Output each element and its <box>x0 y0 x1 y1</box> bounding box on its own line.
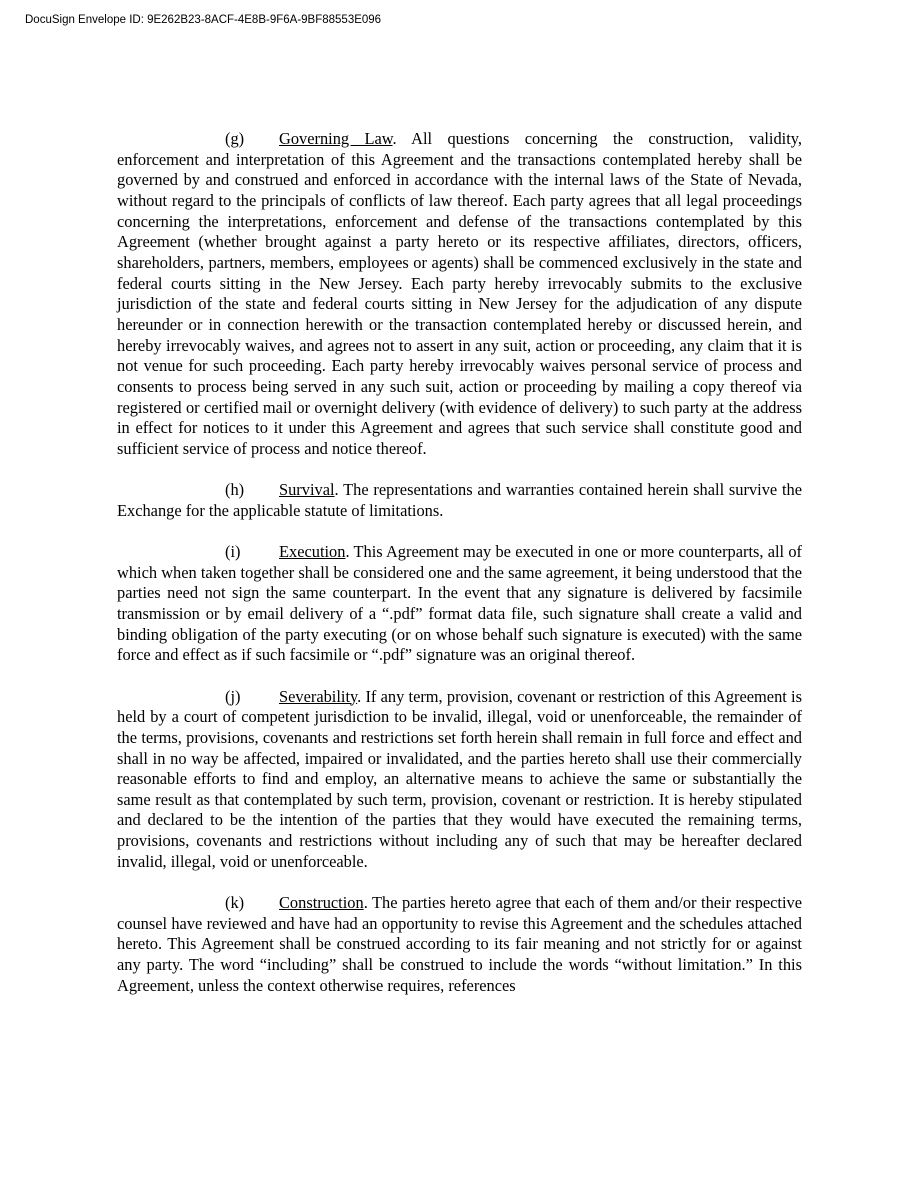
section-text: . All questions concerning the construction, validity, enforcement and interpretation of this Agreement and the transactions contemplated hereby shall be governed by and construed and enforced in accordance with the internal laws of the State of Nevada, without regard to the principals of conflicts of law thereof. Each party agrees that all legal proceedings concerning the interpretations, enforcement and defense of the transactions contemplated by this Agreement (whether brought against a party hereto or its respective affiliates, directors, officers, shareholders, partners, members, employees or agents) shall be commenced exclusively in the state and federal courts sitting in the New Jersey. Each party hereby irrevocably submits to the exclusive jurisdiction of the state and federal courts sitting in New Jersey for the adjudication of any dispute hereunder or in connection herewith or the transaction contemplated hereby or discussed herein, and hereby irrevocably waives, and agrees not to assert in any suit, action or proceeding, any claim that it is not venue for such proceeding. Each party hereby irrevocably waives personal service of process and consents to process being served in any such suit, action or proceeding by mailing a copy thereof via registered or certified mail or overnight delivery (with evidence of delivery) to such party at the address in effect for notices to it under this Agreement and agrees that such service shall constitute good and sufficient service of process and notice thereof. <box>117 129 802 458</box>
section-heading: Governing Law <box>279 129 393 148</box>
section-severability <box>117 687 802 873</box>
document-body <box>117 129 802 1017</box>
section-construction <box>117 893 802 996</box>
section-text: . If any term, provision, covenant or restriction of this Agreement is held by a court of competent jurisdiction to be invalid, illegal, void or unenforceable, the remainder of the terms, provisions, covenants and restrictions set forth herein shall remain in full force and effect and shall in no way be affected, impaired or invalidated, and the parties hereto shall use their commercially reasonable efforts to find and employ, an alternative means to achieve the same or substantially the same result as that contemplated by such term, provision, covenant or restriction. It is hereby stipulated and declared to be the intention of the parties that they would have executed the remaining terms, provisions, covenants and restrictions without including any of such that may be hereafter declared invalid, illegal, void or unenforceable. <box>117 686 802 871</box>
section-label: (g) <box>225 129 245 148</box>
section-label: (i) <box>225 542 241 561</box>
section-heading: Execution <box>279 542 346 561</box>
section-execution <box>117 542 802 666</box>
section-governing-law <box>117 129 802 460</box>
section-survival <box>117 480 802 521</box>
section-label: (k) <box>225 893 245 913</box>
section-heading: Construction <box>279 893 364 913</box>
section-text: . The parties hereto agree that each of them and/or their respective counsel have reviewed and have had an opportunity to revise this Agreement and the schedules attached hereto. This Agreement shall be construed according to its fair meaning and not strictly for or against any party. The word “including” shall be construed to include the words “without limitation.” In this Agreement, unless the context otherwise requires, references <box>117 893 802 995</box>
section-label: (j) <box>225 686 241 706</box>
section-heading: Severability <box>279 686 358 706</box>
section-text: . This Agreement may be executed in one or more counterparts, all of which when taken together shall be considered one and the same agreement, it being understood that the parties need not sign the same counterpart. In the event that any signature is delivered by facsimile transmission or by email delivery of a “.pdf” format data file, such signature shall create a valid and binding obligation of the party executing (or on whose behalf such signature is executed) with the same force and effect as if such facsimile or “.pdf” signature was an original thereof. <box>117 542 802 665</box>
section-text: . The representations and warranties contained herein shall survive the Exchange for the applicable statute of limitations. <box>117 480 802 520</box>
section-label: (h) <box>225 480 245 500</box>
docusign-envelope-id: DocuSign Envelope ID: 9E262B23-8ACF-4E8B-9F6A-9BF88553E096 <box>25 14 382 26</box>
section-heading: Survival <box>279 480 335 500</box>
